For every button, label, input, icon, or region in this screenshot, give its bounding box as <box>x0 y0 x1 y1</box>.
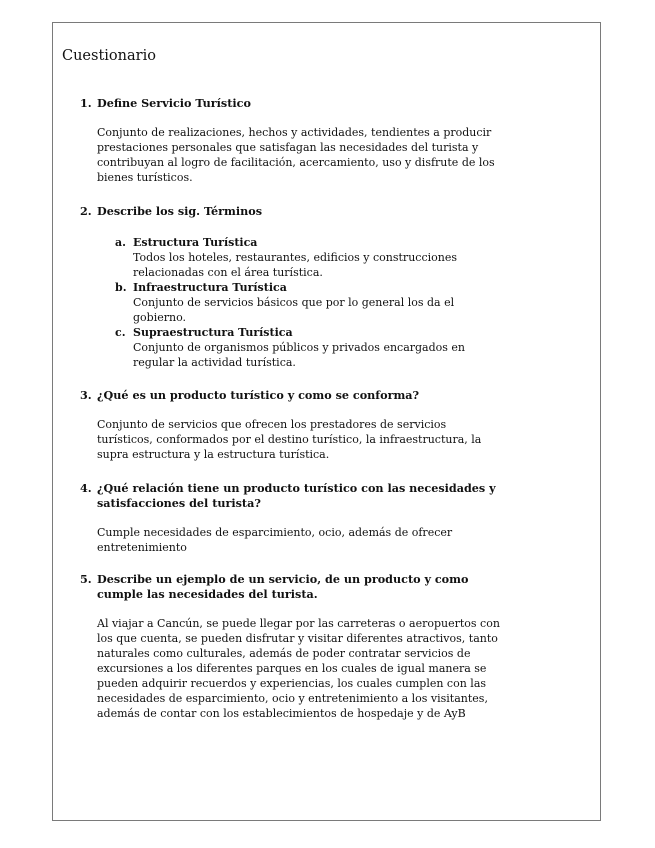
term-b-text: Conjunto de servicios básicos que por lo general los da el gobierno. <box>133 296 455 324</box>
question-4-answer: Cumple necesidades de esparcimiento, ocio, además de ofrecer entretenimiento <box>97 526 453 554</box>
question-4-title: ¿Qué relación tiene un producto turístico con las necesidades y satisfacciones del turista? <box>97 481 496 510</box>
question-1-number: 1. <box>80 96 92 110</box>
term-c-letter: c. <box>115 326 126 339</box>
question-3-heading <box>80 388 500 403</box>
question-4 <box>80 481 500 555</box>
term-c-text: Conjunto de organismos públicos y privados encargados en regular la actividad turística. <box>133 341 466 369</box>
question-1-heading <box>80 96 500 111</box>
term-b-letter: b. <box>115 281 127 294</box>
question-4-number: 4. <box>80 481 92 495</box>
question-2-heading <box>80 204 500 219</box>
term-item-a <box>115 235 500 280</box>
question-2-title: Describe los sig. Términos <box>97 204 263 218</box>
question-1-answer: Conjunto de realizaciones, hechos y actividades, tendientes a producir prestaciones personales que satisfagan las necesidades del turista y contribuyan al logro de facilitación, acercamiento, uso y disfrute de los bienes turísticos. <box>97 126 495 184</box>
term-item-c <box>115 325 500 370</box>
question-1 <box>80 96 500 185</box>
term-c-title: Supraestructura Turística <box>133 326 293 339</box>
document-title: Cuestionario <box>62 48 156 64</box>
question-5 <box>80 572 500 721</box>
question-5-number: 5. <box>80 572 92 586</box>
term-b-title: Infraestructura Turística <box>133 281 287 294</box>
question-3-answer: Conjunto de servicios que ofrecen los prestadores de servicios turísticos, conformados por el destino turístico, la infraestructura, la supra estructura y la estructura turística. <box>97 418 482 461</box>
question-2-number: 2. <box>80 204 92 218</box>
question-1-title: Define Servicio Turístico <box>97 96 251 110</box>
question-2 <box>80 204 500 370</box>
question-5-answer: Al viajar a Cancún, se puede llegar por las carreteras o aeropuertos con los que cuenta, se pueden disfrutar y visitar diferentes atractivos, tanto naturales como culturales, además de poder contratar servicios de excursiones a los diferentes parques en los cuales de igual manera se pueden adquirir recuerdos y experiencias, los cuales cumplen con las necesidades de esparcimiento, ocio y entretenimiento a los visitantes, además de contar con los establecimientos de hospedaje y de AyB <box>97 617 500 720</box>
question-4-heading <box>80 481 500 511</box>
term-a-text: Todos los hoteles, restaurantes, edificios y construcciones relacionadas con el área turística. <box>133 251 457 279</box>
term-a-title: Estructura Turística <box>133 236 258 249</box>
question-3-number: 3. <box>80 388 92 402</box>
question-3 <box>80 388 500 462</box>
term-item-b <box>115 280 500 325</box>
question-5-heading <box>80 572 500 602</box>
term-a-letter: a. <box>115 236 126 249</box>
question-3-title: ¿Qué es un producto turístico y como se conforma? <box>97 388 420 402</box>
question-5-title: Describe un ejemplo de un servicio, de un producto y como cumple las necesidades del turista. <box>97 572 469 601</box>
terms-list <box>80 235 500 370</box>
